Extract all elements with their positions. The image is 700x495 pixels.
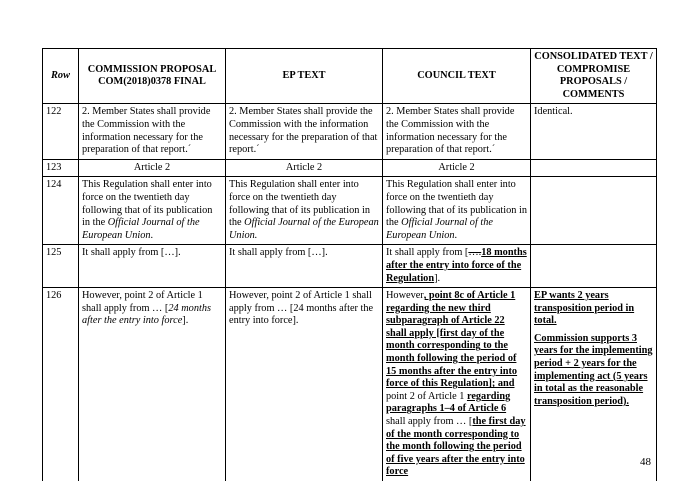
commission-cell [79,177,226,245]
council-cell: Article 2 [383,159,531,177]
council-cell: 2. Member States shall provide the Commission with the information necessary for the preparation of that report.´ [383,104,531,159]
commission-text: This Regulation shall enter into force on the twentieth day following that of its publication in the [82,179,213,229]
comment-paragraph: Commission supports 3 years for the implementing period + 2 years for the implementing act (5 years in total as the reasonable transposition period). [534,332,653,407]
page-number: 48 [640,456,651,468]
inserted-text: the first day of the month corresponding to the month following the period of five years after the entry into force [386,416,526,478]
commission-cell: Article 2 [79,159,226,177]
table-row [43,288,657,481]
journal-title: Official Journal of the European Union [82,217,200,241]
council-text: shall apply from … [ [386,416,473,428]
header-row-number: Row [43,49,79,104]
council-text: This Regulation shall enter into force on the twentieth day following that of its publication in the [386,179,527,229]
row-number: 126 [43,288,79,481]
consolidated-cell: Identical. [531,104,657,159]
header-council-text: COUNCIL TEXT [383,49,531,104]
commission-text-end: . [150,229,154,241]
council-text: point 2 of Article 1 [386,390,467,402]
header-ep-text: EP TEXT [226,49,383,104]
ep-cell [226,177,383,245]
ep-cell: Article 2 [226,159,383,177]
commission-text: However, point 2 of Article 1 shall apply from … [ [82,290,203,314]
row-number: 123 [43,159,79,177]
row-number: 124 [43,177,79,245]
ep-cell: 2. Member States shall provide the Commission with the information necessary for the preparation of that report.´ [226,104,383,159]
council-text-end: ]. [434,272,441,284]
consolidated-cell [531,177,657,245]
table-row [43,104,657,159]
journal-title: Official Journal of the European Union [386,217,493,241]
council-text: However [386,290,424,302]
row-number: 122 [43,104,79,159]
commission-text-end: ]. [182,315,189,327]
inserted-text: , point 8c of Article 1 regarding the new third subparagraph of Article 22 shall apply [first day of the month corresponding to the month following the period of 15 months after the entry into force of this Regulation]; and [386,290,518,390]
inserted-text: 18 months after the entry into force of the Regulation [386,247,527,284]
consolidated-cell [531,288,657,481]
ep-cell: However, point 2 of Article 1 shall apply from … [24 months after the entry into force]. [226,288,383,481]
council-text: It shall apply from [ [386,247,469,259]
header-commission-proposal: COMMISSION PROPOSAL COM(2018)0378 FINAL [79,49,226,104]
council-cell [383,177,531,245]
council-cell [383,288,531,481]
row-number: 125 [43,245,79,288]
consolidated-cell [531,159,657,177]
table-row [43,177,657,245]
council-text-end: . [454,229,458,241]
table-row [43,245,657,288]
consolidated-cell [531,245,657,288]
journal-title: Official Journal of the European Union. [229,217,379,241]
ep-text: This Regulation shall enter into force on the twentieth day following that of its publication in the [229,179,370,229]
commission-italic-text: 24 months after the entry into force [82,302,211,327]
commission-cell [79,288,226,481]
commission-cell: 2. Member States shall provide the Commission with the information necessary for the preparation of that report.´ [79,104,226,159]
comparison-table [42,48,657,481]
header-row [43,49,657,104]
commission-cell: It shall apply from […]. [79,245,226,288]
header-consolidated-text: CONSOLIDATED TEXT / COMPROMISE PROPOSALS / COMMENTS [531,49,657,104]
comment-paragraph: EP wants 2 years transposition period in total. [534,290,635,327]
ep-cell: It shall apply from […]. [226,245,383,288]
deleted-text: …. [468,247,482,259]
table-row [43,159,657,177]
inserted-text: regarding paragraphs 1–4 of Article 6 [386,390,511,415]
council-cell [383,245,531,288]
